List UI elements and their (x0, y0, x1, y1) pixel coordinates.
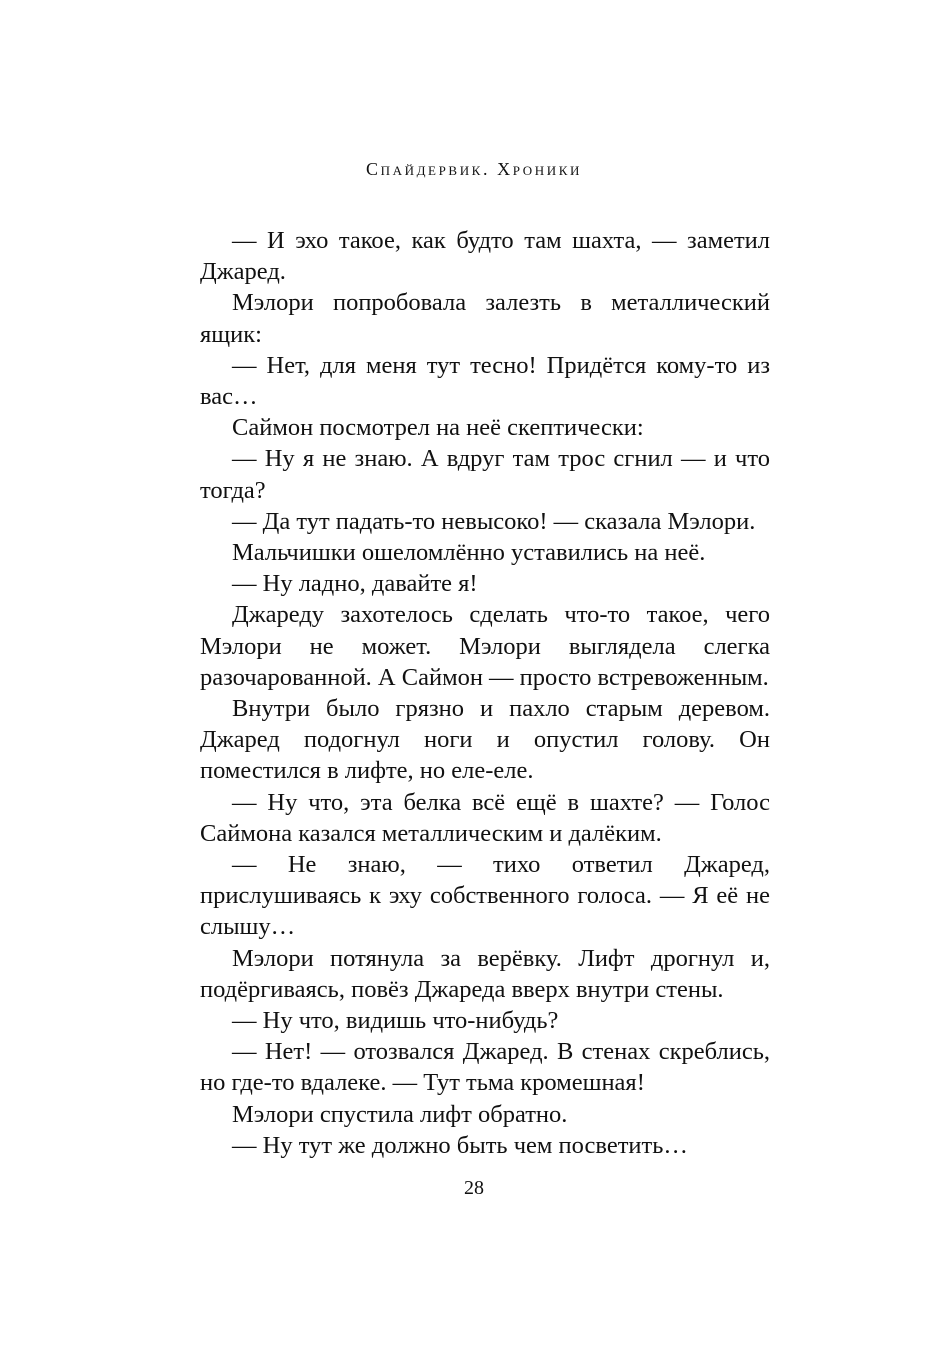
body-text (200, 225, 770, 1161)
paragraph: Внутри было грязно и пахло старым деревом. Джаред подогнул ноги и опустил голову. Он поместился в лифте, но еле-еле. (200, 695, 770, 785)
paragraph: Мэлори попробовала залезть в металлический ящик: (200, 289, 770, 348)
paragraph: — Не знаю, — тихо ответил Джаред, прислушиваясь к эху собственного голоса. — Я её не слышу… (200, 851, 770, 941)
running-head: Спайдервик. Хроники (366, 159, 582, 179)
paragraph: Джареду захотелось сделать что-то такое, чего Мэлори не может. Мэлори выглядела слегка разочарованной. А Саймон — просто встревоженным. (200, 601, 770, 691)
paragraph: — Нет! — отозвался Джаред. В стенах скреблись, но где-то вдалеке. — Тут тьма кромешная! (200, 1038, 770, 1097)
paragraph: — Ну что, эта белка всё ещё в шахте? — Голос Саймона казался металлическим и далёким. (200, 788, 770, 847)
paragraph: Саймон посмотрел на неё скептически: (232, 414, 644, 442)
paragraph: — Да тут падать-то невысоко! — сказала Мэлори. (232, 507, 756, 535)
paragraph: — Ну ладно, давайте я! (232, 570, 478, 598)
paragraph: — Ну что, видишь что-нибудь? (232, 1007, 559, 1035)
paragraph: — Нет, для меня тут тесно! Придётся кому-то из вас… (200, 351, 770, 411)
paragraph: Мэлори спустила лифт обратно. (232, 1100, 568, 1128)
page-number: 28 (464, 1177, 484, 1199)
paragraph: — Ну тут же должно быть чем посветить… (232, 1131, 688, 1159)
paragraph: Мэлори потянула за верёвку. Лифт дрогнул и, подёргиваясь, повёз Джареда вверх внутри стены. (200, 944, 770, 1003)
paragraph: — И эхо такое, как будто там шахта, — заметил Джаред. (200, 227, 770, 286)
paragraph: Мальчишки ошеломлённо уставились на неё. (232, 539, 706, 567)
paragraph: — Ну я не знаю. А вдруг там трос сгнил — и что тогда? (200, 445, 770, 504)
